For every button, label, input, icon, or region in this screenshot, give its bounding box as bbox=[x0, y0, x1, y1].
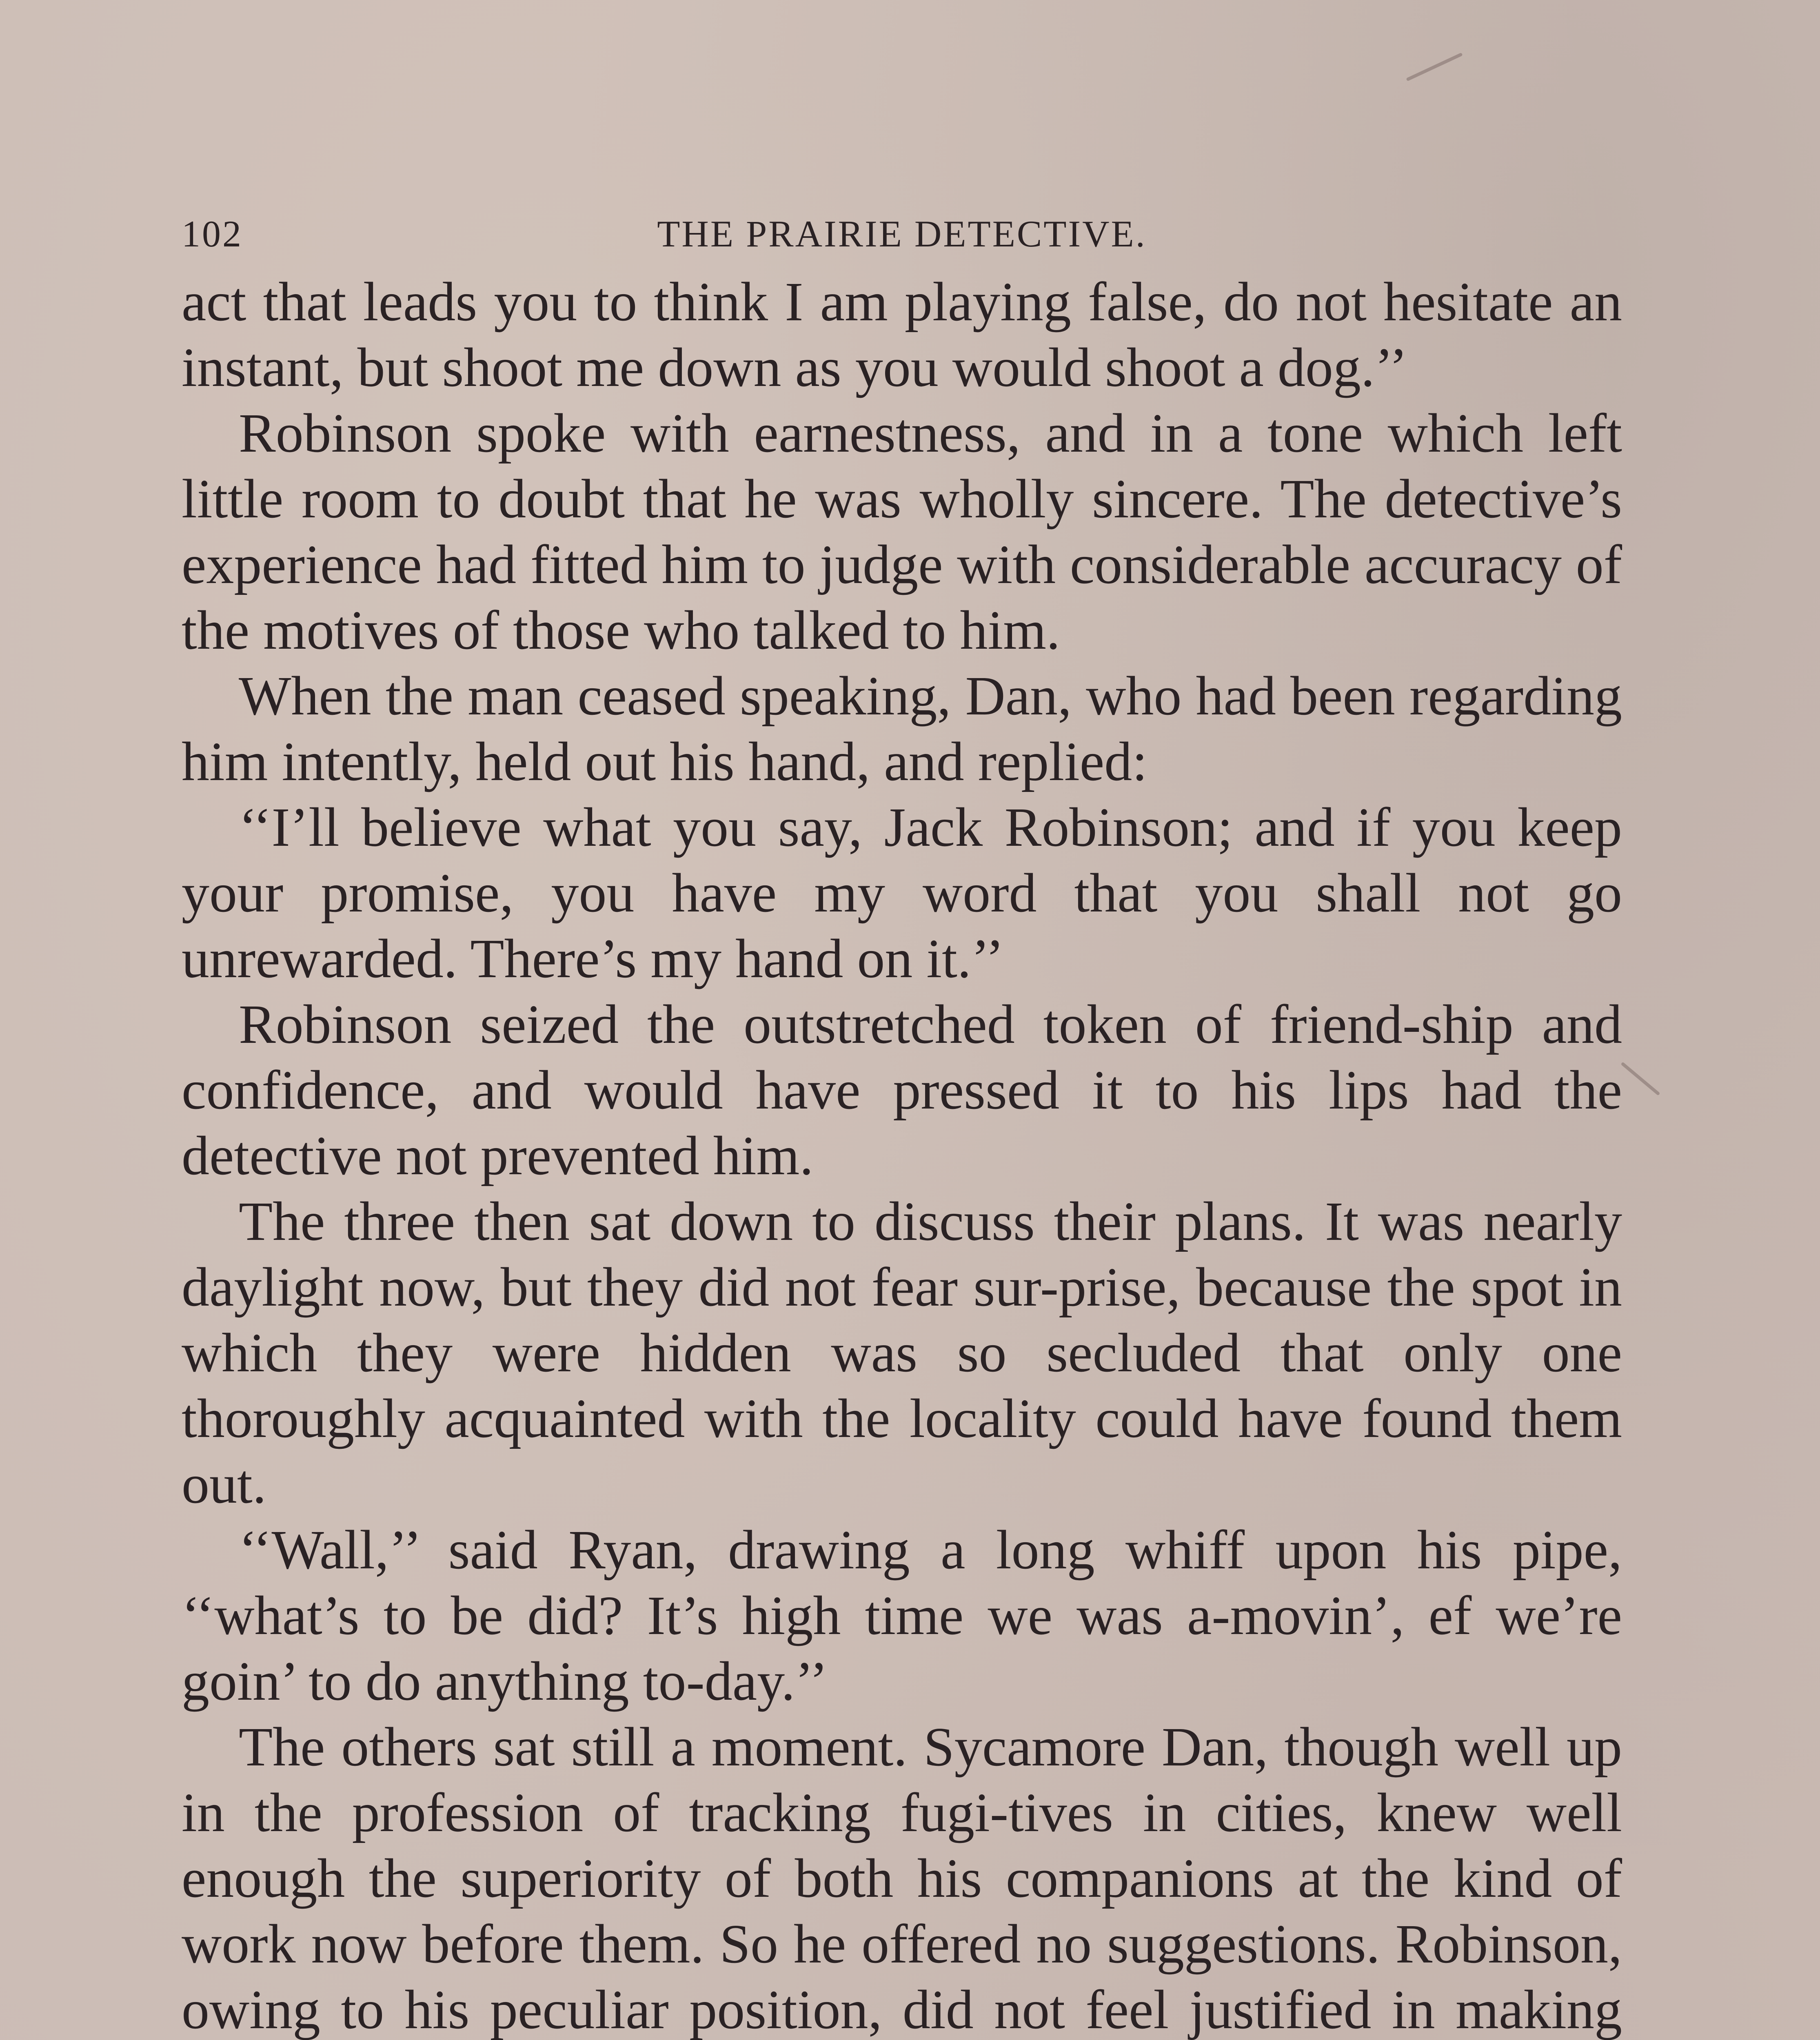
body-text bbox=[182, 269, 1622, 2040]
paragraph: ‘‘I’ll believe what you say, Jack Robinson; and if you keep your promise, you have my word that you shall not go unrewarded. There’s my hand on it.’’ bbox=[182, 797, 1622, 989]
paragraph: The others sat still a moment. Sycamore Dan, though well up in the profession of tracking fugi-tives in cities, knew well enough the superiority of both his companions at the kind of work now before them. So he offered no suggestions. Robinson, owing to his peculiar position, did not feel justified in making bbox=[182, 1716, 1622, 2040]
paragraph: Robinson seized the outstretched token of friend-ship and confidence, and would have pressed it to his lips had the detective not prevented him. bbox=[182, 994, 1622, 1186]
paragraph: act that leads you to think I am playing false, do not hesitate an instant, but shoot me down as you would shoot a dog.’’ bbox=[182, 271, 1622, 398]
paragraph: When the man ceased speaking, Dan, who had been regarding him intently, held out his hand, and replied: bbox=[182, 665, 1622, 792]
paragraph: Robinson spoke with earnestness, and in a tone which left little room to doubt that he was wholly sincere. The detective’s experience had fitted him to judge with considerable accuracy of the motives of those who talked to him. bbox=[182, 403, 1622, 661]
paragraph: ‘‘Wall,’’ said Ryan, drawing a long whiff upon his pipe, ‘‘what’s to be did? It’s high time we was a-movin’, ef we’re goin’ to do anything to-day.’’ bbox=[182, 1519, 1622, 1712]
running-head bbox=[182, 204, 1622, 269]
paper-scratch-mark bbox=[1406, 53, 1463, 82]
paper-scratch-mark bbox=[1620, 1062, 1660, 1095]
paragraph: The three then sat down to discuss their plans. It was nearly daylight now, but they did not fear sur-prise, because the spot in which they were hidden was so secluded that only one thoroughly acquainted with the locality could have found them out. bbox=[182, 1191, 1622, 1515]
running-title: THE PRAIRIE DETECTIVE. bbox=[657, 213, 1147, 255]
page-number: 102 bbox=[182, 213, 243, 255]
book-page bbox=[182, 204, 1622, 2040]
